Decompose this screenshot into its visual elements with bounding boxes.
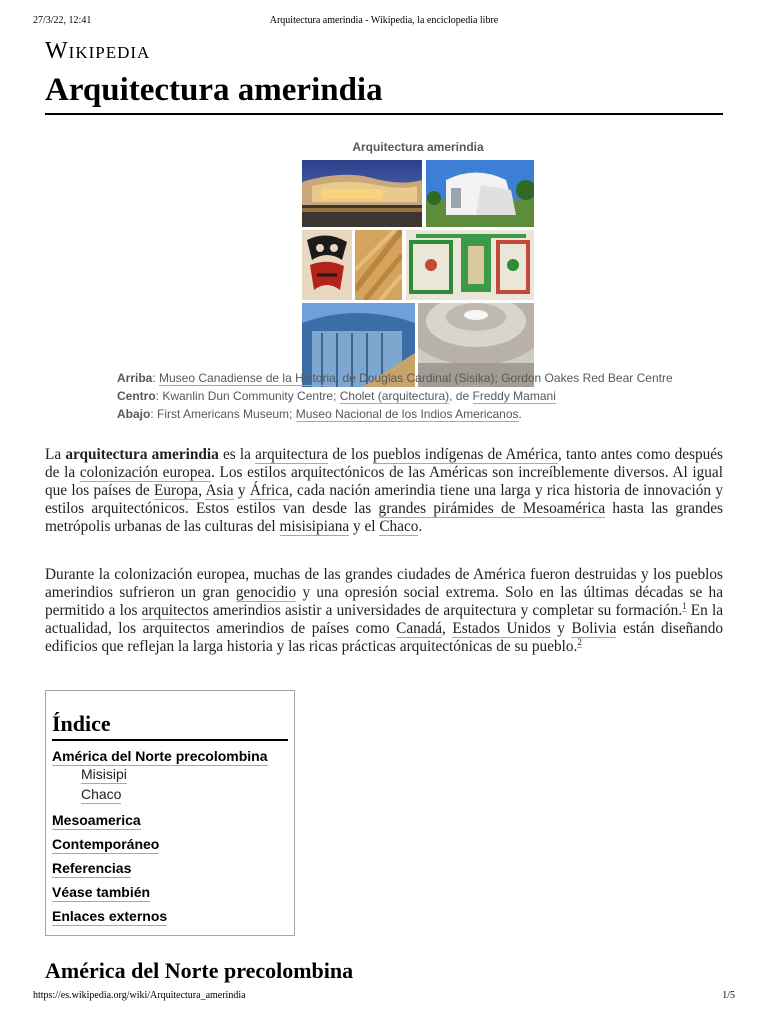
toc-row	[52, 860, 288, 884]
link-bolivia[interactable]: Bolivia	[571, 620, 617, 637]
credits-top-sep: :	[152, 371, 160, 385]
text: están diseñando edificios que reflejan la larga historia y las ricas prácticas arquitectónicas de su pueblo.	[45, 620, 724, 655]
link-misisipiana[interactable]: misisipiana	[279, 518, 350, 535]
text: y una opresión social extrema. Solo en las últimas décadas se ha permitido a los	[45, 584, 723, 619]
credits-center-label: Centro	[117, 389, 156, 403]
print-date: 27/3/22, 12:41	[33, 15, 92, 26]
link-estados-unidos[interactable]: Estados Unidos	[452, 620, 551, 637]
reference-1[interactable]: 1	[682, 601, 687, 611]
bold-term: arquitectura amerindia	[65, 446, 219, 463]
link-canada[interactable]: Canadá	[396, 620, 443, 637]
text: de los	[328, 446, 373, 463]
cholet-image[interactable]	[406, 230, 534, 300]
toc-item-chaco[interactable]: Chaco	[81, 786, 122, 802]
toc-row	[52, 786, 288, 812]
page-title: Arquitectura amerindia	[45, 72, 723, 115]
gordon-oakes-image[interactable]	[426, 160, 534, 227]
credits-top-text-2: , de Douglas Cardinal (	[335, 371, 459, 385]
toc-item-contemporaneo[interactable]: Contemporáneo	[52, 836, 160, 852]
toc-row	[52, 766, 288, 786]
credits-top-text-4: ); Gordon Oakes Red Bear Centre	[490, 371, 673, 385]
credits-center-text-1: : Kwanlin Dun Community Centre;	[155, 389, 340, 403]
text: , tanto antes como después de la	[45, 446, 723, 481]
link-freddy-mamani[interactable]: Freddy Mamani	[472, 389, 556, 403]
text: ,	[198, 482, 206, 499]
toc-row	[52, 884, 288, 908]
print-page-title: Arquitectura amerindia - Wikipedia, la enciclopedia libre	[269, 15, 499, 26]
link-arquitectos[interactable]: arquitectos	[141, 602, 209, 619]
print-url: https://es.wikipedia.org/wiki/Arquitectura_amerindia	[33, 990, 246, 1001]
toc-row	[52, 908, 288, 932]
link-piramides-mesoamerica[interactable]: grandes pirámides de Mesoamérica	[378, 500, 606, 517]
credits-center-text-3: , de	[449, 389, 473, 403]
toc-item-misisipi[interactable]: Misisipi	[81, 766, 127, 782]
kwanlin-dun-image[interactable]	[302, 230, 352, 300]
print-footer	[33, 990, 735, 1004]
print-page-number: 1/5	[722, 990, 735, 1001]
text: y	[233, 482, 250, 499]
museo-canadiense-image[interactable]	[302, 160, 422, 227]
toc-item-vease-tambien[interactable]: Véase también	[52, 884, 151, 900]
credits-bottom-label: Abajo	[117, 407, 151, 421]
text: En la actualidad, los arquitectos amerindios de países como	[45, 602, 723, 637]
link-asia[interactable]: Asia	[205, 482, 234, 499]
credits-bottom-line	[117, 405, 737, 423]
link-africa[interactable]: África	[249, 482, 289, 499]
link-chaco[interactable]: Chaco	[379, 518, 419, 535]
toc-item-enlaces-externos[interactable]: Enlaces externos	[52, 908, 168, 924]
text: ,	[442, 620, 453, 637]
link-arquitectura[interactable]: arquitectura	[255, 446, 329, 463]
credits-center-line	[117, 387, 737, 405]
link-cholet[interactable]: Cholet (arquitectura)	[339, 389, 450, 403]
link-museo-canadiense[interactable]: Museo Canadiense de la Historia	[159, 371, 336, 385]
toc-row	[52, 836, 288, 860]
credits-top-line	[117, 369, 737, 387]
text: hasta las grandes metrópolis urbanas de las culturas del	[45, 500, 723, 535]
text: , cada nación amerindia tiene una larga y rica historia de innovación y estilos arquitectónicos. Estos estilos van desde las	[45, 482, 723, 517]
text: y el	[349, 518, 380, 535]
toc-row	[52, 748, 288, 766]
toc-item-mesoamerica[interactable]: Mesoamerica	[52, 812, 141, 828]
print-header	[33, 15, 735, 29]
link-museo-nacional[interactable]: Museo Nacional de los Indios Americanos	[295, 407, 519, 421]
intro-paragraph	[45, 446, 723, 536]
link-europa[interactable]: Europa	[154, 482, 199, 499]
link-genocidio[interactable]: genocidio	[235, 584, 297, 601]
toc-item-referencias[interactable]: Referencias	[52, 860, 132, 876]
credits-bottom-text-3: .	[518, 407, 522, 421]
text: .	[418, 518, 423, 535]
toc-title: Índice	[52, 711, 288, 741]
text: y	[550, 620, 572, 637]
credits-top-label: Arriba	[117, 371, 153, 385]
image-mosaic	[302, 160, 534, 387]
toc-row	[52, 812, 288, 836]
link-colonizacion-europea[interactable]: colonización europea	[79, 464, 212, 481]
link-sisika[interactable]: Sisika	[458, 371, 491, 385]
link-pueblos-indigenas[interactable]: pueblos indígenas de América	[373, 446, 559, 463]
section-heading: América del Norte precolombina	[45, 958, 354, 983]
reference-2[interactable]: 2	[577, 637, 582, 647]
text: . Los estilos arquitectónicos de las Américas son increíblemente diversos. Al igual que los países de	[45, 464, 723, 499]
text: Durante la colonización europea, muchas de las grandes ciudades de América fueron destruidas y los pueblos amerindios sufrieron un gran	[45, 566, 723, 601]
figure-credits	[117, 369, 737, 423]
text: La	[45, 446, 66, 463]
text: es la	[218, 446, 256, 463]
wikipedia-logo[interactable]: Wikipedia	[45, 38, 151, 64]
figure-title: Arquitectura amerindia	[352, 140, 484, 154]
toc-item-america-norte[interactable]: América del Norte precolombina	[52, 748, 268, 764]
infobox-figure	[302, 140, 534, 387]
text: amerindios asistir a universidades de arquitectura y completar su formación.	[208, 602, 683, 619]
table-of-contents	[45, 690, 295, 936]
colonization-paragraph	[45, 566, 723, 656]
wood-detail-image[interactable]	[355, 230, 402, 300]
credits-bottom-text-1: : First Americans Museum;	[150, 407, 296, 421]
